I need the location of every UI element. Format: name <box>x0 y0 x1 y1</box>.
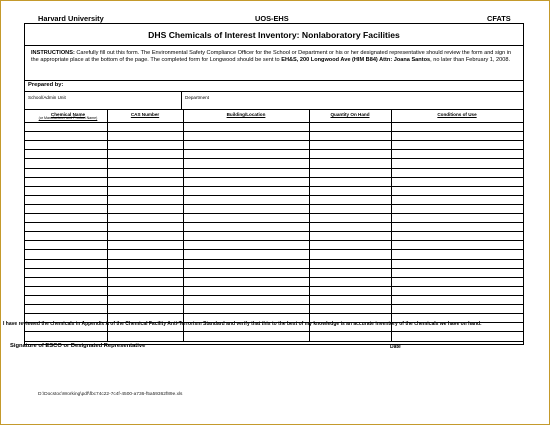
divider <box>25 341 523 342</box>
form-title: DHS Chemicals of Interest Inventory: Nonlaboratory Facilities <box>148 30 400 40</box>
header-university: Harvard University <box>38 14 104 23</box>
inventory-form <box>24 23 524 345</box>
table-row[interactable] <box>25 186 523 187</box>
header-department-code: UOS-EHS <box>255 14 289 23</box>
signature-label: Signature of ESCO or Designated Representative <box>10 343 146 349</box>
table-row[interactable] <box>25 213 523 214</box>
table-row[interactable] <box>25 259 523 260</box>
table-row[interactable] <box>25 249 523 250</box>
table-row[interactable] <box>25 268 523 269</box>
column-header-cas-number: CAS Number <box>130 112 160 117</box>
column-header-chemical-name: Chemical Name <box>50 112 86 117</box>
certification-statement: I have reviewed the chemicals in Appendix A of the Chemical Facility Anti-Terrorism Standard and verify that this to the best of my knowledge is an accurate inventory of the chemicals we have on hand. <box>3 321 482 327</box>
department-label: Department <box>185 95 210 100</box>
instructions-recipient: EH&S, 200 Longwood Ave (HIM B84) Attn: Joana Santos <box>281 57 431 64</box>
table-row[interactable] <box>25 304 523 305</box>
table-row[interactable] <box>25 331 523 332</box>
instructions-deadline: , no later than February 1, 2008. <box>430 57 511 64</box>
table-row[interactable] <box>25 240 523 241</box>
column-subheader-chemical: (or Manufacturer and Product Name) <box>38 116 98 120</box>
column-divider <box>309 109 310 341</box>
divider <box>25 80 523 81</box>
table-row[interactable] <box>25 158 523 159</box>
header-program: CFATS <box>487 14 511 23</box>
table-row[interactable] <box>25 231 523 232</box>
table-row[interactable] <box>25 222 523 223</box>
prepared-by-label: Prepared by: <box>28 82 64 88</box>
instructions-block <box>31 50 519 65</box>
divider <box>25 109 523 110</box>
column-header-building-location: Building/Location <box>226 112 266 117</box>
table-row[interactable] <box>25 277 523 278</box>
table-row[interactable] <box>25 122 523 123</box>
instructions-text: Carefully fill out this form. The Environmental Safety Compliance Officer for the School or Department or his or her designated representative should review the form and sign in the appropriate place at the bottom of the page. The completed form for Longwood should be sent to <box>31 50 512 64</box>
table-row[interactable] <box>25 286 523 287</box>
column-header-quantity: Quantity On Hand <box>330 112 370 117</box>
column-header-conditions: Conditions of Use <box>437 112 477 117</box>
column-divider <box>391 109 392 341</box>
school-unit-label: School/Admin Unit <box>28 95 66 100</box>
table-row[interactable] <box>25 168 523 169</box>
table-row[interactable] <box>25 204 523 205</box>
column-divider <box>107 109 108 341</box>
table-row[interactable] <box>25 177 523 178</box>
table-row[interactable] <box>25 195 523 196</box>
column-divider <box>183 109 184 341</box>
divider <box>181 91 182 109</box>
file-path: D:\Docstoc\Working\pdf\fbc74c22-7c4f-4500-a736-f5a59362f89e.xls <box>38 392 183 397</box>
divider <box>25 91 523 92</box>
divider <box>25 45 523 46</box>
table-row[interactable] <box>25 140 523 141</box>
table-row[interactable] <box>25 295 523 296</box>
table-row[interactable] <box>25 131 523 132</box>
date-label: Date <box>390 344 401 350</box>
table-row[interactable] <box>25 313 523 314</box>
instructions-label: INSTRUCTIONS: <box>31 50 75 56</box>
table-row[interactable] <box>25 149 523 150</box>
